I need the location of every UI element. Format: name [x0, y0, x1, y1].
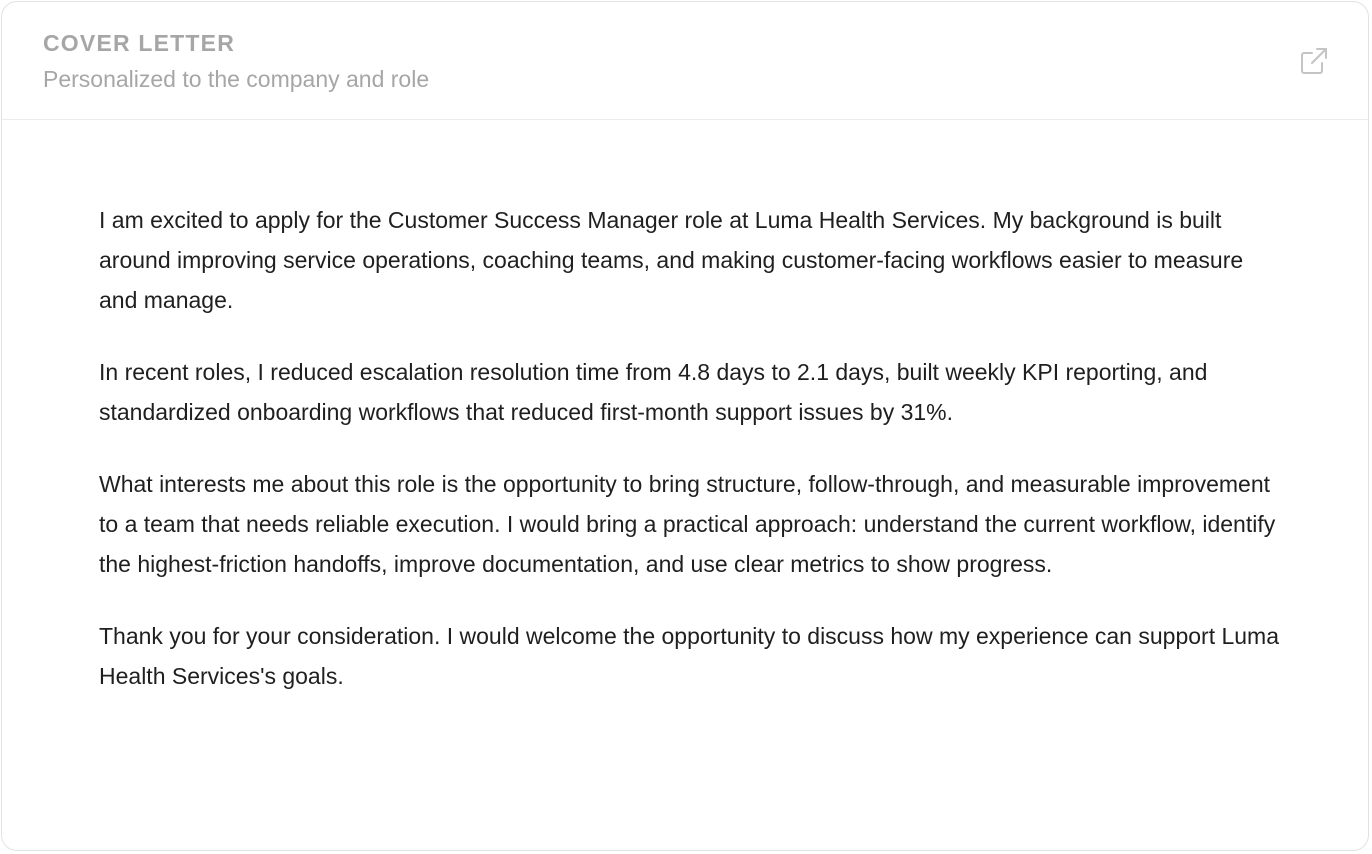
open-external-button[interactable]	[1298, 45, 1330, 77]
letter-paragraph: In recent roles, I reduced escalation resolution time from 4.8 days to 2.1 days, built weekly KPI reporting, and standardized onboarding workflows that reduced first-month support issues by 31%.	[99, 359, 1208, 425]
card-header	[2, 2, 1368, 120]
letter-paragraph: What interests me about this role is the opportunity to bring structure, follow-through, and measurable improvement to a team that needs reliable execution. I would bring a practical approach: understand the current workflow, identify the highest-friction handoffs, improve documentation, and use clear metrics to show progress.	[99, 471, 1276, 577]
card-subtitle: Personalized to the company and role	[43, 66, 430, 92]
letter-body	[99, 200, 1279, 728]
letter-paragraph: Thank you for your consideration. I would welcome the opportunity to discuss how my experience can support Luma Health Services's goals.	[99, 623, 1280, 689]
cover-letter-card	[1, 1, 1369, 851]
card-title: COVER LETTER	[43, 30, 236, 56]
external-link-icon	[1298, 45, 1330, 77]
letter-paragraph: I am excited to apply for the Customer Success Manager role at Luma Health Services. My background is built around improving service operations, coaching teams, and making customer-facing workflows easier to measure and manage.	[99, 207, 1244, 313]
